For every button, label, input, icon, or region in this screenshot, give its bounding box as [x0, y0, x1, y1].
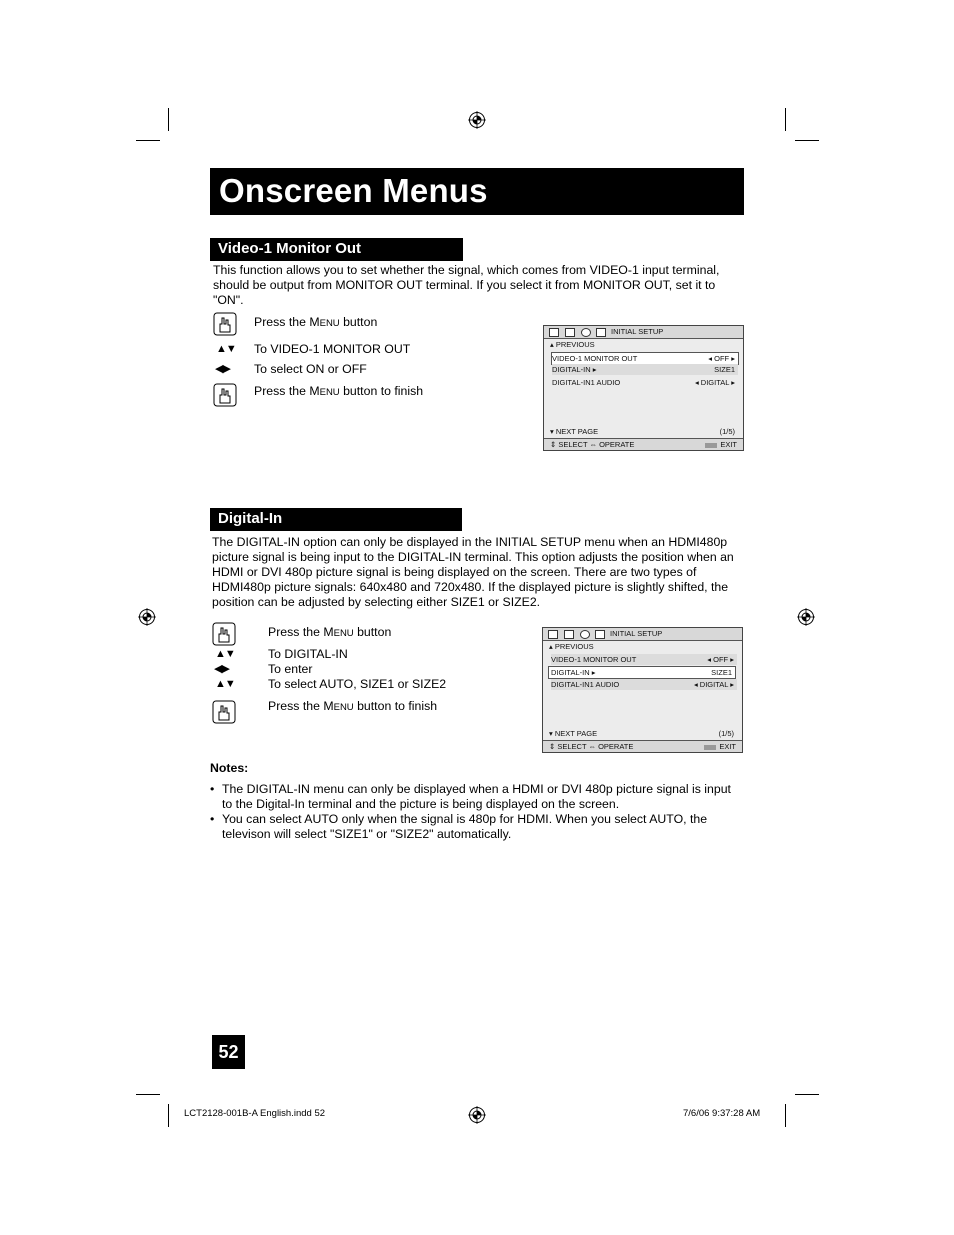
crop-mark: [795, 1094, 819, 1095]
hand-icon: [212, 700, 236, 724]
section-title: Video-1 Monitor Out: [218, 240, 362, 257]
menu-topbar: [544, 326, 743, 339]
section-heading-video1: [210, 238, 463, 261]
menu-next-page: ▾ NEXT PAGE: [550, 427, 599, 436]
menu-title: INITIAL SETUP: [611, 327, 664, 336]
picture-tab-icon: [548, 630, 558, 639]
menu-bottombar: ⇕ SELECT ⇔ OPERATE EXIT: [543, 740, 742, 752]
left-right-arrows-icon: ◀▶: [214, 663, 229, 675]
step-text: Press the MENU button to finish: [268, 699, 438, 713]
sound-tab-icon: [565, 328, 575, 337]
menu-button-icon: [705, 443, 717, 448]
registration-mark-icon: [468, 111, 486, 129]
osd-menu-screenshot: [543, 325, 744, 451]
page-title-bar: [210, 168, 744, 215]
lock-tab-icon: [596, 328, 606, 337]
section-intro: This function allows you to set whether the signal, which comes from VIDEO-1 input terminal, should be output from MONITOR OUT terminal. If you select it from MONITOR OUT, set it to "ON".: [213, 263, 720, 307]
step-text: To select ON or OFF: [254, 362, 367, 376]
crop-mark: [785, 1104, 786, 1127]
menu-topbar: [543, 628, 742, 641]
step-text: To DIGITAL-IN: [268, 647, 348, 661]
step-text: To enter: [268, 662, 313, 676]
menu-title: INITIAL SETUP: [610, 629, 663, 638]
clock-tab-icon: [580, 630, 590, 639]
menu-next-page: ▾ NEXT PAGE: [549, 729, 598, 738]
page-title: Onscreen Menus: [219, 172, 488, 209]
sound-tab-icon: [564, 630, 574, 639]
picture-tab-icon: [549, 328, 559, 337]
up-down-arrows-icon: ▲▼: [215, 648, 235, 660]
step-text: Press the MENU button: [268, 625, 392, 639]
registration-mark-icon: [797, 608, 815, 626]
hand-icon: [213, 383, 237, 407]
crop-mark: [136, 140, 160, 141]
crop-mark: [168, 1104, 169, 1127]
menu-row-digital-audio: DIGITAL-IN1 AUDIO ◂ DIGITAL ▸: [552, 378, 735, 387]
note-item: • The DIGITAL-IN menu can only be displayed when a HDMI or DVI 480p picture signal is input to the Digital-In terminal and the picture is being displayed on the screen.: [210, 782, 731, 811]
footer-timestamp: 7/6/06 9:37:28 AM: [683, 1108, 761, 1119]
menu-bottombar: ⇕ SELECT ⇔ OPERATE EXIT: [544, 438, 743, 450]
left-right-arrows-icon: ◀▶: [215, 363, 230, 375]
menu-page-indicator: (1/5): [718, 729, 734, 738]
lock-tab-icon: [595, 630, 605, 639]
note-item: • You can select AUTO only when the signal is 480p for HDMI. When you select AUTO, the televison will select "SIZE1" or "SIZE2" automatically.: [210, 812, 708, 841]
menu-row-video1: VIDEO-1 MONITOR OUT ◂ OFF ▸: [551, 654, 737, 665]
menu-row-video1: VIDEO-1 MONITOR OUT ◂ OFF ▸: [551, 352, 739, 365]
menu-row-digital-audio: DIGITAL-IN1 AUDIO ◂ DIGITAL ▸: [551, 679, 737, 690]
notes-title: Notes:: [210, 761, 249, 775]
step-text: Press the MENU button: [254, 315, 378, 329]
footer-file-info: LCT2128-001B-A English.indd 52: [184, 1108, 326, 1119]
crop-mark: [136, 1094, 160, 1095]
menu-page-indicator: (1/5): [719, 427, 735, 436]
clock-tab-icon: [581, 328, 591, 337]
page-number: 52: [218, 1042, 239, 1062]
page-number-box: [212, 1035, 245, 1069]
registration-mark-icon: [138, 608, 156, 626]
up-down-arrows-icon: ▲▼: [216, 343, 236, 355]
menu-row-digital-in: DIGITAL-IN ▸ SIZE1: [552, 364, 738, 375]
crop-mark: [168, 108, 169, 131]
osd-menu-screenshot: [542, 627, 743, 753]
crop-mark: [795, 140, 819, 141]
hand-icon: [213, 312, 237, 336]
menu-row-digital-in: DIGITAL-IN ▸ SIZE1: [548, 666, 736, 679]
menu-button-icon: [704, 745, 716, 750]
menu-previous: ▴ PREVIOUS: [549, 642, 594, 651]
registration-mark-icon: [468, 1106, 486, 1124]
up-down-arrows-icon: ▲▼: [215, 678, 235, 690]
step-text: Press the MENU button to finish: [254, 384, 424, 398]
section-heading-digital-in: [210, 508, 462, 531]
hand-icon: [212, 622, 236, 646]
step-text: To select AUTO, SIZE1 or SIZE2: [268, 677, 447, 691]
menu-previous: ▴ PREVIOUS: [550, 340, 595, 349]
section-title: Digital-In: [218, 510, 283, 527]
step-text: To VIDEO-1 MONITOR OUT: [254, 342, 411, 356]
section-intro: The DIGITAL-IN option can only be displayed in the INITIAL SETUP menu when an HDMI480p picture signal is being input to the DIGITAL-IN terminal. This option adjusts the position when an HDMI or DVI 480p picture signal is being displayed on the screen. There are two types of HDMI480p picture signals: 640x480 and 720x480. If the displayed picture is slightly shifted, the position can be adjusted by selecting either SIZE1 or SIZE2.: [212, 535, 734, 609]
crop-mark: [785, 108, 786, 131]
